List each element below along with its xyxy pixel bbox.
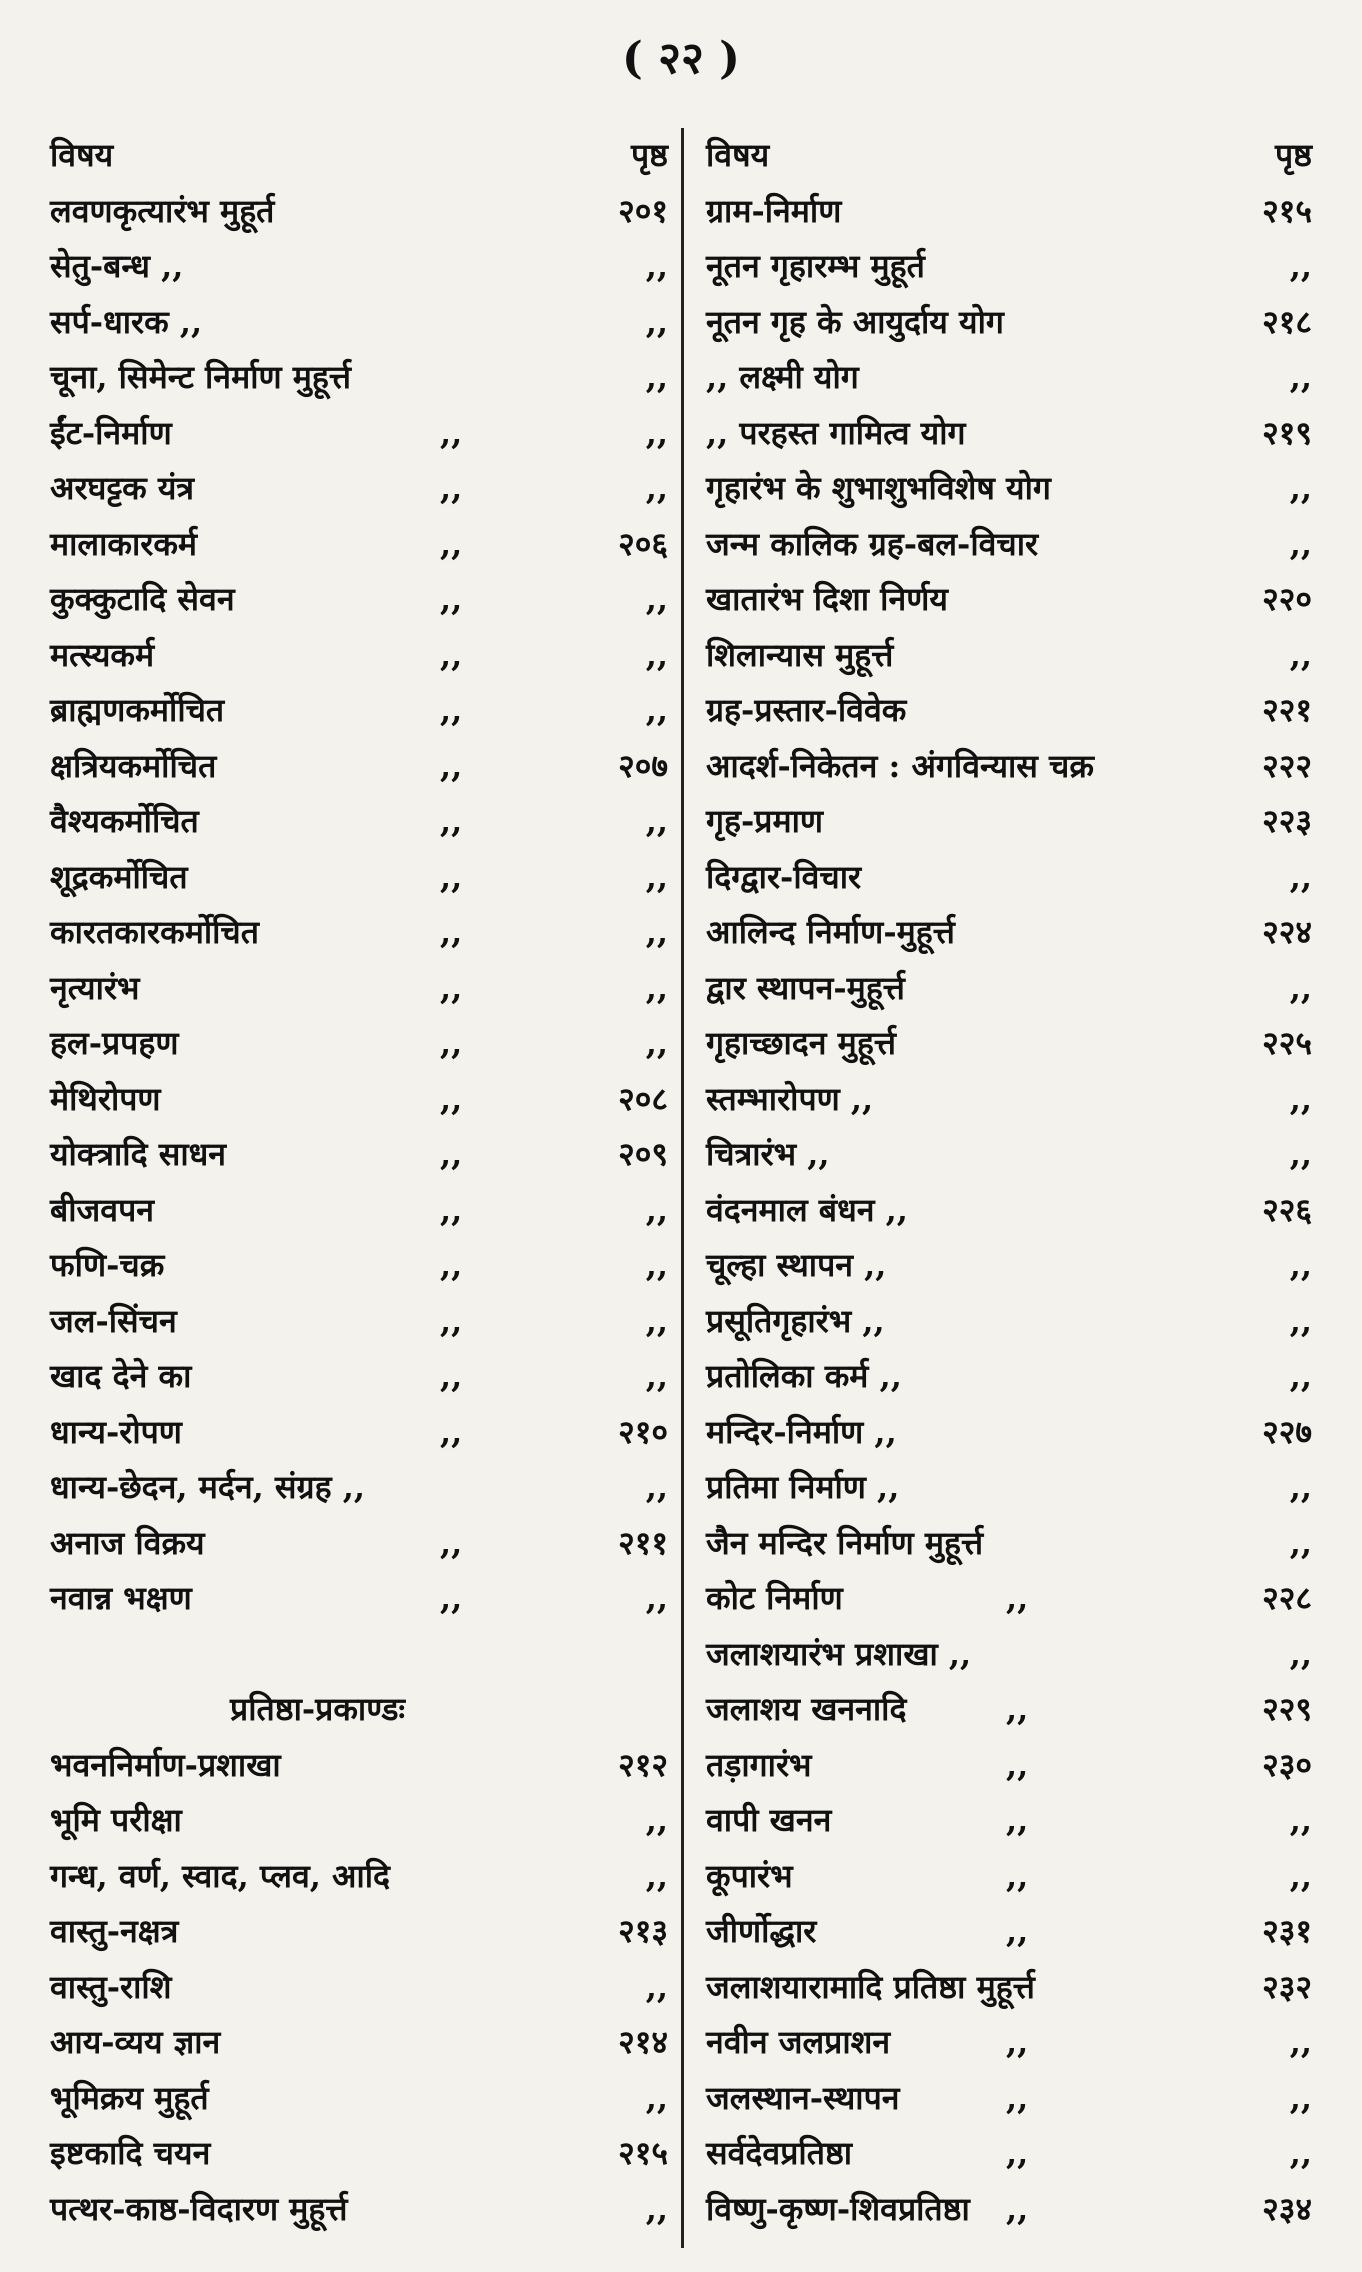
- index-page-ref: २१४: [618, 2023, 668, 2061]
- index-row: [706, 1571, 1312, 1627]
- index-page-ref: ,,: [645, 968, 668, 1007]
- index-row: [706, 683, 1312, 739]
- section-heading: [50, 1682, 668, 1738]
- index-row: [706, 1516, 1312, 1572]
- index-subject: पत्थर-काष्ठ-विदारण मुहूर्त्त: [50, 2189, 348, 2228]
- index-page-ref: २१५: [618, 2134, 668, 2172]
- index-row: [706, 794, 1312, 850]
- index-subject: खातारंभ दिशा निर्णय: [706, 580, 948, 618]
- index-row: [50, 239, 668, 295]
- index-page-ref: २१२: [618, 1745, 668, 1784]
- ditto-mark: ,,: [1006, 1912, 1029, 1950]
- index-page-ref: ,,: [1289, 1801, 1312, 1839]
- index-row: [706, 517, 1312, 573]
- index-page-ref: २१८: [1262, 302, 1312, 341]
- index-row: [706, 461, 1312, 517]
- index-subject: तड़ागारंभ: [706, 1745, 812, 1784]
- index-page-ref: २२८: [1262, 1579, 1312, 1617]
- left-index-column: [50, 128, 668, 2237]
- index-subject: विष्णु-कृष्ण-शिवप्रतिष्ठा: [706, 2189, 970, 2228]
- index-subject: अरघट्टक यंत्र: [50, 469, 195, 507]
- ditto-mark: ,,: [440, 1190, 463, 1229]
- index-page-ref: ,,: [645, 1967, 668, 2006]
- index-row: [50, 1127, 668, 1183]
- index-page-ref: ,,: [645, 469, 668, 507]
- index-page-ref: ,,: [645, 1301, 668, 1340]
- index-page-ref: ,,: [645, 1246, 668, 1284]
- index-page-ref: २२७: [1262, 1412, 1312, 1451]
- index-row: [50, 1793, 668, 1849]
- index-subject: मन्दिर-निर्माण ,,: [706, 1412, 897, 1451]
- index-subject: सर्वदेवप्रतिष्ठा: [706, 2134, 853, 2172]
- index-page-ref: ,,: [645, 302, 668, 341]
- index-page-ref: २०८: [618, 1079, 668, 1118]
- index-row: [50, 850, 668, 906]
- index-subject: हल-प्रपहण: [50, 1024, 179, 1062]
- index-page-ref: ,,: [1289, 524, 1312, 563]
- index-row: [50, 350, 668, 406]
- index-subject: नवान्न भक्षण: [50, 1579, 192, 1617]
- ditto-mark: ,,: [440, 968, 463, 1007]
- index-subject: ,, लक्ष्मी योग: [706, 358, 859, 396]
- ditto-mark: ,,: [440, 1412, 463, 1451]
- index-row: [50, 1738, 668, 1794]
- index-subject: बीजवपन: [50, 1190, 155, 1229]
- index-page-ref: ,,: [645, 691, 668, 729]
- index-subject: मालाकारकर्म: [50, 524, 198, 563]
- ditto-mark: ,,: [440, 1301, 463, 1340]
- ditto-mark: ,,: [440, 413, 463, 452]
- index-subject: मत्स्यकर्म: [50, 635, 155, 674]
- index-subject: जलस्थान-स्थापन: [706, 2078, 900, 2117]
- index-row: [706, 1682, 1312, 1738]
- index-page-ref: ,,: [645, 913, 668, 951]
- ditto-mark: ,,: [440, 1024, 463, 1062]
- index-page-ref: ,,: [1289, 1301, 1312, 1340]
- index-row: [706, 350, 1312, 406]
- index-row: [706, 2015, 1312, 2071]
- ditto-mark: ,,: [440, 802, 463, 840]
- index-row: [706, 239, 1312, 295]
- index-subject: जन्म कालिक ग्रह-बल-विचार: [706, 524, 1039, 563]
- index-page-ref: ,,: [1289, 1135, 1312, 1173]
- ditto-mark: ,,: [1006, 2023, 1029, 2061]
- index-page-ref: २११: [618, 1523, 668, 1562]
- ditto-mark: ,,: [1006, 1856, 1029, 1895]
- index-subject: क्षत्रियकर्मोचित: [50, 746, 217, 785]
- index-subject: गृहाच्छादन मुहूर्त्त: [706, 1024, 896, 1062]
- index-subject: चित्रारंभ ,,: [706, 1135, 830, 1173]
- index-row: [50, 794, 668, 850]
- index-page-ref: २१०: [618, 1412, 668, 1451]
- index-row: [50, 2182, 668, 2238]
- index-subject: वापी खनन: [706, 1801, 832, 1839]
- index-subject: कारतकारकर्मोचित: [50, 913, 259, 951]
- ditto-mark: ,,: [440, 1246, 463, 1284]
- index-page-ref: पृष्ठ: [1274, 136, 1312, 174]
- index-subject: आलिन्द निर्माण-मुहूर्त्त: [706, 913, 955, 951]
- index-subject: सेतु-बन्ध ,,: [50, 247, 184, 285]
- index-page-ref: ,,: [645, 1856, 668, 1895]
- index-page-ref: ,,: [645, 802, 668, 840]
- index-subject: जैन मन्दिर निर्माण मुहूर्त्त: [706, 1523, 984, 1562]
- ditto-mark: ,,: [440, 1357, 463, 1395]
- index-page-ref: २३२: [1262, 1967, 1312, 2006]
- index-row: [50, 184, 668, 240]
- index-subject: विषय: [50, 136, 114, 174]
- index-row: [50, 1294, 668, 1350]
- index-subject: ग्राम-निर्माण: [706, 191, 842, 230]
- index-page-ref: ,,: [1289, 2078, 1312, 2117]
- index-row: [50, 905, 668, 961]
- index-subject: अनाज विक्रय: [50, 1523, 205, 1562]
- index-row: [706, 1238, 1312, 1294]
- index-subject: प्रतोलिका कर्म ,,: [706, 1357, 902, 1395]
- ditto-mark: ,,: [1006, 1579, 1029, 1617]
- index-row: [50, 295, 668, 351]
- index-subject: नवीन जलप्राशन: [706, 2023, 891, 2061]
- index-row: [50, 2071, 668, 2127]
- index-subject: चूना, सिमेन्ट निर्माण मुहूर्त्त: [50, 358, 352, 396]
- index-subject: विषय: [706, 136, 770, 174]
- index-page-ref: २०९: [618, 1135, 668, 1173]
- index-row: [706, 1072, 1312, 1128]
- index-subject: सर्प-धारक ,,: [50, 302, 203, 341]
- index-subject: शिलान्यास मुहूर्त्त: [706, 635, 894, 674]
- index-row: [50, 517, 668, 573]
- index-row: [706, 1627, 1312, 1683]
- index-subject: वैश्यकर्मोचित: [50, 802, 199, 840]
- index-page-ref: ,,: [1289, 358, 1312, 396]
- index-subject: ग्रह-प्रस्तार-विवेक: [706, 691, 907, 729]
- ditto-mark: ,,: [440, 746, 463, 785]
- ditto-mark: ,,: [440, 913, 463, 951]
- index-subject: नूतन गृह के आयुर्दाय योग: [706, 302, 1004, 341]
- index-subject: जलाशयारामादि प्रतिष्ठा मुहूर्त्त: [706, 1967, 1035, 2006]
- index-row: [706, 850, 1312, 906]
- index-row: [706, 905, 1312, 961]
- index-row: [706, 1460, 1312, 1516]
- index-page-ref: ,,: [645, 413, 668, 452]
- index-row: [50, 961, 668, 1017]
- index-subject: वास्तु-राशि: [50, 1967, 172, 2006]
- index-page-ref: २२०: [1262, 580, 1312, 618]
- index-page-ref: ,,: [1289, 2134, 1312, 2172]
- index-page-ref: ,,: [1289, 635, 1312, 674]
- index-row: [706, 184, 1312, 240]
- index-page-ref: ,,: [1289, 247, 1312, 285]
- index-page-ref: २२२: [1262, 746, 1312, 785]
- index-header-row: [706, 128, 1312, 184]
- index-page-ref: ,,: [1289, 1246, 1312, 1284]
- ditto-mark: ,,: [440, 580, 463, 618]
- index-subject: फणि-चक्र: [50, 1246, 165, 1284]
- ditto-mark: ,,: [1006, 2189, 1029, 2228]
- index-row: [706, 1960, 1312, 2016]
- index-subject: आय-व्यय ज्ञान: [50, 2023, 221, 2061]
- index-row: [706, 295, 1312, 351]
- index-subject: खाद देने का: [50, 1357, 192, 1395]
- index-row: [706, 1016, 1312, 1072]
- index-subject: ब्राह्मणकर्मोचित: [50, 691, 225, 729]
- column-divider: [681, 128, 684, 2248]
- right-index-column: [706, 128, 1312, 2237]
- index-page-ref: ,,: [1289, 1856, 1312, 1895]
- index-page-ref: ,,: [1289, 857, 1312, 896]
- index-page-ref: ,,: [1289, 1468, 1312, 1506]
- index-subject: धान्य-रोपण: [50, 1412, 182, 1451]
- index-row: [706, 1183, 1312, 1239]
- index-page-ref: २१९: [1262, 413, 1312, 452]
- index-page-ref: ,,: [645, 2078, 668, 2117]
- index-page-ref: ,,: [645, 358, 668, 396]
- index-page-ref: २२४: [1262, 913, 1312, 951]
- ditto-mark: ,,: [440, 1135, 463, 1173]
- index-subject: ,, परहस्त गामित्व योग: [706, 413, 966, 452]
- index-row: [50, 739, 668, 795]
- index-row: [50, 2015, 668, 2071]
- index-subject: जलाशयारंभ प्रशाखा ,,: [706, 1634, 972, 1673]
- index-subject: इष्टकादि चयन: [50, 2134, 211, 2172]
- index-subject: जल-सिंचन: [50, 1301, 177, 1340]
- index-page-ref: २१३: [618, 1912, 668, 1950]
- ditto-mark: ,,: [1006, 2078, 1029, 2117]
- index-page-ref: ,,: [1289, 469, 1312, 507]
- index-row: [706, 572, 1312, 628]
- index-subject: योक्त्रादि साधन: [50, 1135, 227, 1173]
- index-row: [50, 1183, 668, 1239]
- index-page-ref: ,,: [1289, 1523, 1312, 1562]
- index-row: [706, 2126, 1312, 2182]
- index-subject: दिग्द्वार-विचार: [706, 857, 862, 896]
- index-page-ref: ,,: [1289, 1079, 1312, 1118]
- ditto-mark: ,,: [440, 1579, 463, 1617]
- index-row: [50, 1016, 668, 1072]
- index-page-ref: ,,: [645, 635, 668, 674]
- index-row: [50, 1460, 668, 1516]
- index-page-ref: ,,: [645, 1579, 668, 1617]
- ditto-mark: ,,: [440, 524, 463, 563]
- index-page-ref: २२५: [1262, 1024, 1312, 1062]
- index-row: [50, 461, 668, 517]
- index-row: [706, 2182, 1312, 2238]
- index-subject: प्रसूतिगृहारंभ ,,: [706, 1301, 885, 1340]
- index-subject: नूतन गृहारम्भ मुहूर्त: [706, 247, 925, 285]
- index-row: [50, 572, 668, 628]
- index-subject: मेथिरोपण: [50, 1079, 161, 1118]
- ditto-mark: ,,: [1006, 2134, 1029, 2172]
- index-row: [706, 1349, 1312, 1405]
- index-subject: भूमिक्रय मुहूर्त: [50, 2078, 209, 2117]
- index-page-ref: २०७: [618, 746, 668, 785]
- index-row: [706, 1294, 1312, 1350]
- index-page-ref: ,,: [1289, 1634, 1312, 1673]
- index-row: [50, 1238, 668, 1294]
- index-header-row: [50, 128, 668, 184]
- index-row: [50, 406, 668, 462]
- index-page-ref: ,,: [645, 247, 668, 285]
- ditto-mark: ,,: [440, 469, 463, 507]
- index-row: [50, 628, 668, 684]
- index-page-ref: २३४: [1262, 2189, 1312, 2228]
- index-row: [706, 961, 1312, 1017]
- index-page-ref: २२९: [1262, 1690, 1312, 1728]
- index-subject: गन्ध, वर्ण, स्वाद, प्लव, आदि: [50, 1856, 391, 1895]
- index-subject: प्रतिष्ठा-प्रकाण्डः: [230, 1690, 406, 1728]
- ditto-mark: ,,: [1006, 1801, 1029, 1839]
- index-row: [50, 1349, 668, 1405]
- index-row: [50, 1627, 668, 1683]
- ditto-mark: ,,: [440, 691, 463, 729]
- index-page-ref: ,,: [645, 580, 668, 618]
- index-subject: स्तम्भारोपण ,,: [706, 1079, 874, 1118]
- ditto-mark: ,,: [1006, 1690, 1029, 1728]
- index-page-ref: ,,: [645, 857, 668, 896]
- index-page-ref: २२३: [1262, 802, 1312, 840]
- index-row: [50, 683, 668, 739]
- ditto-mark: ,,: [1006, 1745, 1029, 1784]
- index-subject: कोट निर्माण: [706, 1579, 843, 1617]
- index-page-ref: ,,: [645, 1468, 668, 1506]
- index-subject: ईंट-निर्माण: [50, 413, 172, 452]
- index-row: [50, 1960, 668, 2016]
- index-subject: जीर्णोद्धार: [706, 1912, 817, 1950]
- index-row: [706, 739, 1312, 795]
- index-subject: लवणकृत्यारंभ मुहूर्त: [50, 191, 275, 230]
- index-page-ref: २३१: [1262, 1912, 1312, 1950]
- index-page-ref: २०१: [618, 191, 668, 230]
- ditto-mark: ,,: [440, 635, 463, 674]
- index-page-ref: पृष्ठ: [630, 136, 668, 174]
- index-subject: गृह-प्रमाण: [706, 802, 824, 840]
- index-subject: शूद्रकर्मोचित: [50, 857, 188, 896]
- index-subject: कुक्कुटादि सेवन: [50, 580, 235, 618]
- index-page-ref: ,,: [645, 2189, 668, 2228]
- index-row: [50, 1405, 668, 1461]
- index-subject: वंदनमाल बंधन ,,: [706, 1190, 908, 1229]
- index-row: [706, 1904, 1312, 1960]
- index-row: [50, 1072, 668, 1128]
- index-subject: आदर्श-निकेतन : अंगविन्यास चक्र: [706, 746, 1094, 785]
- index-page-ref: २०६: [618, 524, 668, 563]
- index-page-ref: ,,: [1289, 2023, 1312, 2061]
- index-page-ref: ,,: [1289, 968, 1312, 1007]
- index-subject: कूपारंभ: [706, 1856, 793, 1895]
- index-page-ref: ,,: [645, 1357, 668, 1395]
- page-number: ( २२ ): [621, 33, 741, 84]
- index-page-ref: २१५: [1262, 191, 1312, 230]
- ditto-mark: ,,: [440, 1523, 463, 1562]
- index-page-ref: २३०: [1262, 1745, 1312, 1784]
- index-row: [706, 406, 1312, 462]
- index-row: [50, 1516, 668, 1572]
- index-page-ref: ,,: [1289, 1357, 1312, 1395]
- index-page-ref: २२६: [1262, 1190, 1312, 1229]
- index-subject: प्रतिमा निर्माण ,,: [706, 1468, 900, 1506]
- index-row: [706, 1405, 1312, 1461]
- index-row: [706, 1738, 1312, 1794]
- index-row: [50, 1849, 668, 1905]
- index-row: [50, 1571, 668, 1627]
- index-subject: जलाशय खननादि: [706, 1690, 907, 1728]
- index-subject: चूल्हा स्थापन ,,: [706, 1246, 887, 1284]
- index-page-ref: २२१: [1262, 691, 1312, 729]
- index-subject: वास्तु-नक्षत्र: [50, 1912, 179, 1950]
- index-row: [706, 1793, 1312, 1849]
- index-subject: द्वार स्थापन-मुहूर्त्त: [706, 968, 905, 1007]
- index-row: [706, 628, 1312, 684]
- index-page-ref: ,,: [645, 1801, 668, 1839]
- index-row: [706, 1127, 1312, 1183]
- index-row: [706, 1849, 1312, 1905]
- ditto-mark: ,,: [440, 1079, 463, 1118]
- index-subject: गृहारंभ के शुभाशुभविशेष योग: [706, 469, 1051, 507]
- index-subject: भवननिर्माण-प्रशाखा: [50, 1745, 281, 1784]
- index-subject: धान्य-छेदन, मर्दन, संग्रह ,,: [50, 1468, 365, 1506]
- index-row: [706, 2071, 1312, 2127]
- index-row: [50, 2126, 668, 2182]
- index-subject: नृत्यारंभ: [50, 968, 140, 1007]
- index-page-ref: ,,: [645, 1190, 668, 1229]
- index-page-ref: ,,: [645, 1024, 668, 1062]
- index-row: [50, 1904, 668, 1960]
- index-subject: भूमि परीक्षा: [50, 1801, 182, 1839]
- ditto-mark: ,,: [440, 857, 463, 896]
